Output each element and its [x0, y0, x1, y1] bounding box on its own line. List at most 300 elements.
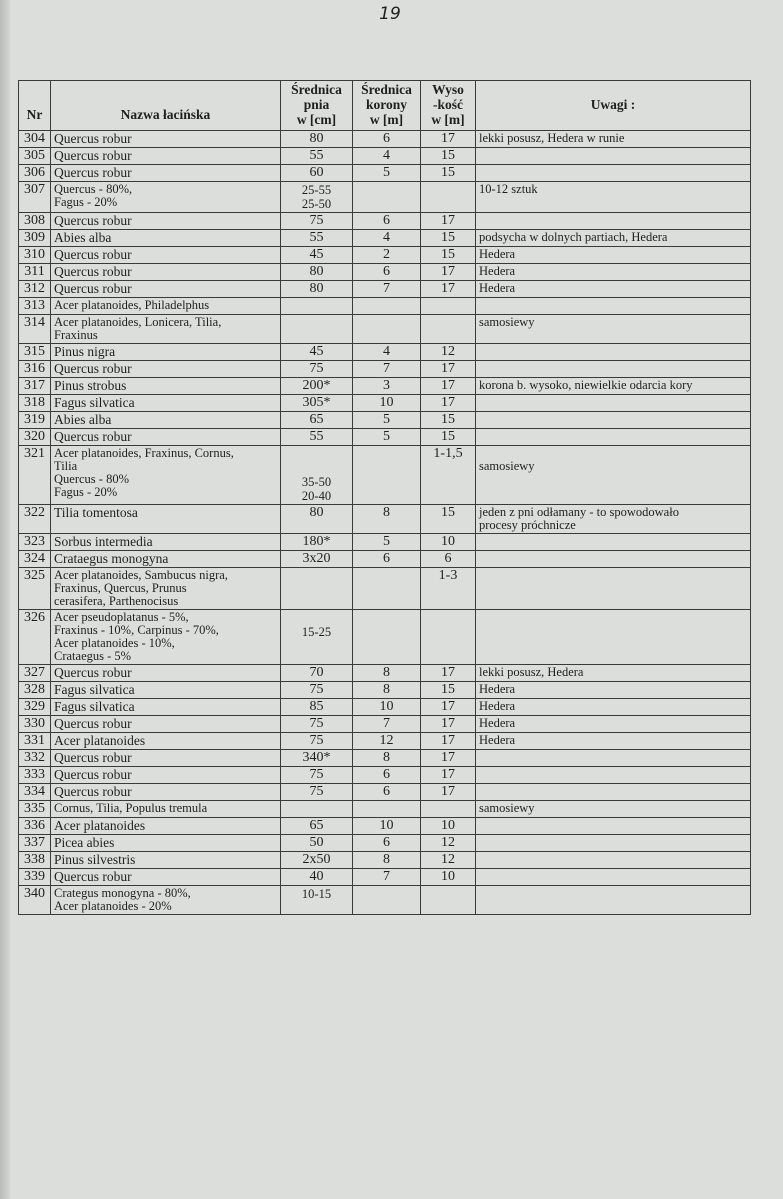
- remarks-cell: [476, 412, 751, 429]
- table-row: [19, 361, 751, 378]
- trunk-diameter-cell: [281, 886, 353, 915]
- trunk-diameter-cell: [281, 446, 353, 505]
- table-row: [19, 767, 751, 784]
- row-number: 306: [19, 165, 51, 182]
- row-number: 336: [19, 818, 51, 835]
- remarks-line: [479, 396, 747, 409]
- row-number: 327: [19, 665, 51, 682]
- trunk-diameter-cell: [281, 750, 353, 767]
- row-number: 309: [19, 230, 51, 247]
- trunk-diameter-cell: [281, 852, 353, 869]
- height-cell: 15: [421, 429, 476, 446]
- header-height-line-2: -kość: [433, 97, 463, 112]
- latin-name-line: Quercus robur: [54, 784, 132, 799]
- height-cell: 17: [421, 131, 476, 148]
- latin-name-cell: [51, 165, 281, 182]
- remarks-cell: [476, 818, 751, 835]
- height-cell: 15: [421, 682, 476, 699]
- height-cell: 1-3: [421, 568, 476, 610]
- header-nr: Nr: [19, 81, 51, 131]
- remarks-cell: [476, 852, 751, 869]
- trunk-diameter-line: 60: [309, 165, 324, 180]
- remarks-line: [479, 569, 747, 582]
- trunk-diameter-line: 55: [309, 429, 324, 444]
- crown-diameter-cell: [353, 801, 421, 818]
- height-cell: 17: [421, 665, 476, 682]
- trunk-diameter-line: 45: [309, 344, 324, 359]
- latin-name-cell: [51, 446, 281, 505]
- table-row: [19, 818, 751, 835]
- latin-name-cell: [51, 784, 281, 801]
- table-row: [19, 568, 751, 610]
- row-number: 304: [19, 131, 51, 148]
- latin-name-line: Quercus - 80%: [54, 472, 129, 486]
- crown-diameter-cell: 6: [353, 784, 421, 801]
- crown-diameter-cell: 2: [353, 247, 421, 264]
- latin-name-cell: [51, 886, 281, 915]
- crown-diameter-cell: 7: [353, 281, 421, 298]
- crown-diameter-cell: 4: [353, 344, 421, 361]
- remarks-line: [479, 430, 747, 443]
- latin-name-cell: [51, 835, 281, 852]
- latin-name-line: Abies alba: [54, 412, 112, 427]
- table-row: [19, 131, 751, 148]
- latin-name-cell: [51, 429, 281, 446]
- header-crown-diameter: [353, 81, 421, 131]
- remarks-cell: [476, 213, 751, 230]
- latin-name-line: cerasifera, Parthenocisus: [54, 594, 179, 608]
- row-number: 333: [19, 767, 51, 784]
- remarks-cell: [476, 610, 751, 665]
- height-cell: [421, 610, 476, 665]
- table-row: [19, 784, 751, 801]
- trunk-diameter-line: 340*: [302, 750, 331, 765]
- crown-diameter-cell: 10: [353, 395, 421, 412]
- trunk-diameter-cell: [281, 264, 353, 281]
- remarks-cell: [476, 534, 751, 551]
- row-number: 307: [19, 182, 51, 213]
- header-latin-name: Nazwa łacińska: [51, 81, 281, 131]
- latin-name-cell: [51, 869, 281, 886]
- height-cell: 17: [421, 378, 476, 395]
- row-number: 329: [19, 699, 51, 716]
- trunk-diameter-line: 85: [309, 699, 324, 714]
- trunk-diameter-cell: [281, 230, 353, 247]
- crown-diameter-cell: 6: [353, 213, 421, 230]
- remarks-line: [479, 768, 747, 781]
- remarks-cell: [476, 716, 751, 733]
- trunk-diameter-line: 180*: [302, 534, 331, 549]
- height-cell: 17: [421, 750, 476, 767]
- latin-name-cell: [51, 610, 281, 665]
- latin-name-line: Quercus robur: [54, 148, 132, 163]
- header-trunk-line-1: Średnica: [291, 82, 342, 97]
- latin-name-line: Acer platanoides, Philadelphus: [54, 298, 210, 312]
- latin-name-cell: [51, 298, 281, 315]
- trunk-diameter-line: 80: [309, 264, 324, 279]
- table-body: [19, 131, 751, 915]
- trunk-diameter-line: 75: [309, 213, 324, 228]
- latin-name-line: Tilia: [54, 459, 78, 473]
- remarks-line: [479, 819, 747, 832]
- remarks-cell: [476, 247, 751, 264]
- trunk-diameter-line: 75: [309, 784, 324, 799]
- trunk-diameter-cell: [281, 344, 353, 361]
- remarks-cell: [476, 230, 751, 247]
- trunk-diameter-line: 80: [309, 505, 324, 520]
- remarks-cell: [476, 733, 751, 750]
- height-cell: 12: [421, 835, 476, 852]
- trunk-diameter-cell: [281, 682, 353, 699]
- trunk-diameter-line: 75: [309, 716, 324, 731]
- table-row: [19, 750, 751, 767]
- row-number: 318: [19, 395, 51, 412]
- remarks-cell: [476, 568, 751, 610]
- row-number: 320: [19, 429, 51, 446]
- table-row: [19, 716, 751, 733]
- latin-name-line: Quercus robur: [54, 247, 132, 262]
- trunk-diameter-line: 80: [309, 131, 324, 146]
- latin-name-cell: [51, 213, 281, 230]
- remarks-cell: [476, 665, 751, 682]
- latin-name-cell: [51, 750, 281, 767]
- latin-name-line: Pinus silvestris: [54, 852, 136, 867]
- latin-name-cell: [51, 716, 281, 733]
- remarks-line: Hedera: [479, 264, 516, 278]
- height-cell: [421, 801, 476, 818]
- latin-name-line: Abies alba: [54, 230, 112, 245]
- latin-name-line: Fraxinus - 10%, Carpinus - 70%,: [54, 623, 219, 637]
- remarks-line: [479, 870, 747, 883]
- height-cell: 12: [421, 852, 476, 869]
- latin-name-cell: [51, 182, 281, 213]
- height-cell: 17: [421, 716, 476, 733]
- crown-diameter-cell: [353, 182, 421, 213]
- latin-name-line: Fagus silvatica: [54, 699, 135, 714]
- trunk-diameter-cell: [281, 716, 353, 733]
- trunk-diameter-cell: [281, 148, 353, 165]
- row-number: 332: [19, 750, 51, 767]
- trunk-diameter-line: 55: [309, 148, 324, 163]
- trunk-diameter-line: 65: [309, 412, 324, 427]
- table-row: [19, 315, 751, 344]
- header-trunk-line-2: pnia: [303, 97, 330, 112]
- row-number: 312: [19, 281, 51, 298]
- trunk-diameter-line: 35-50: [301, 475, 332, 489]
- remarks-cell: [476, 784, 751, 801]
- latin-name-cell: [51, 665, 281, 682]
- latin-name-cell: [51, 534, 281, 551]
- latin-name-cell: [51, 378, 281, 395]
- header-crown-line-1: Średnica: [361, 82, 412, 97]
- table-row: [19, 835, 751, 852]
- latin-name-cell: [51, 733, 281, 750]
- crown-diameter-cell: [353, 315, 421, 344]
- crown-diameter-cell: 10: [353, 818, 421, 835]
- table-row: [19, 446, 751, 505]
- remarks-line: Hedera: [479, 247, 516, 261]
- remarks-line: [479, 611, 747, 624]
- crown-diameter-cell: 7: [353, 716, 421, 733]
- remarks-line: samosiewy: [479, 459, 535, 473]
- trunk-diameter-line: 200*: [302, 378, 331, 393]
- height-cell: 17: [421, 733, 476, 750]
- latin-name-line: Acer platanoides, Lonicera, Tilia,: [54, 315, 222, 329]
- crown-diameter-cell: 6: [353, 264, 421, 281]
- crown-diameter-cell: 12: [353, 733, 421, 750]
- table-row: [19, 344, 751, 361]
- trunk-diameter-cell: [281, 801, 353, 818]
- latin-name-line: Fagus - 20%: [54, 485, 118, 499]
- height-cell: 15: [421, 165, 476, 182]
- latin-name-line: Fagus silvatica: [54, 395, 135, 410]
- trunk-diameter-line: 70: [309, 665, 324, 680]
- table-row: [19, 505, 751, 534]
- height-cell: 17: [421, 361, 476, 378]
- latin-name-line: Crategus monogyna - 80%,: [54, 886, 191, 900]
- remarks-cell: [476, 869, 751, 886]
- table-row: [19, 395, 751, 412]
- trunk-diameter-cell: [281, 165, 353, 182]
- remarks-line: samosiewy: [479, 315, 535, 329]
- trunk-diameter-cell: [281, 182, 353, 213]
- row-number: 323: [19, 534, 51, 551]
- latin-name-line: Acer platanoides: [54, 733, 146, 748]
- row-number: 324: [19, 551, 51, 568]
- remarks-cell: [476, 886, 751, 915]
- header-height: [421, 81, 476, 131]
- trunk-diameter-cell: [281, 534, 353, 551]
- table-row: [19, 412, 751, 429]
- row-number: 337: [19, 835, 51, 852]
- remarks-cell: [476, 165, 751, 182]
- latin-name-cell: [51, 682, 281, 699]
- crown-diameter-cell: [353, 446, 421, 505]
- crown-diameter-cell: 8: [353, 852, 421, 869]
- remarks-line: [479, 345, 747, 358]
- trunk-diameter-line: 65: [309, 818, 324, 833]
- latin-name-line: Quercus robur: [54, 750, 132, 765]
- latin-name-line: Quercus robur: [54, 665, 132, 680]
- crown-diameter-cell: 4: [353, 230, 421, 247]
- remarks-line: samosiewy: [479, 801, 535, 815]
- table-row: [19, 699, 751, 716]
- height-cell: 17: [421, 784, 476, 801]
- crown-diameter-cell: 4: [353, 148, 421, 165]
- trunk-diameter-cell: [281, 298, 353, 315]
- latin-name-line: Quercus robur: [54, 429, 132, 444]
- row-number: 322: [19, 505, 51, 534]
- trunk-diameter-cell: [281, 213, 353, 230]
- row-number: 316: [19, 361, 51, 378]
- height-cell: 17: [421, 264, 476, 281]
- latin-name-line: Quercus robur: [54, 165, 132, 180]
- latin-name-line: Quercus robur: [54, 264, 132, 279]
- row-number: 334: [19, 784, 51, 801]
- header-trunk-line-3: w [cm]: [296, 112, 337, 127]
- latin-name-cell: [51, 281, 281, 298]
- height-cell: 10: [421, 534, 476, 551]
- trunk-diameter-line: 75: [309, 361, 324, 376]
- height-cell: 12: [421, 344, 476, 361]
- trunk-diameter-line: 45: [309, 247, 324, 262]
- row-number: 310: [19, 247, 51, 264]
- remarks-line: Hedera: [479, 733, 516, 747]
- page-edge-shadow: [0, 0, 10, 1199]
- height-cell: [421, 182, 476, 213]
- remarks-cell: [476, 835, 751, 852]
- trunk-diameter-line: [284, 299, 349, 313]
- remarks-line: jeden z pni odłamany - to spowodowało: [479, 505, 679, 519]
- crown-diameter-cell: [353, 610, 421, 665]
- header-row: [19, 81, 751, 131]
- row-number: 325: [19, 568, 51, 610]
- header-crown-line-3: w [m]: [369, 112, 404, 127]
- table-row: [19, 886, 751, 915]
- crown-diameter-cell: 6: [353, 835, 421, 852]
- crown-diameter-cell: 8: [353, 682, 421, 699]
- latin-name-line: Pinus strobus: [54, 378, 127, 393]
- table-row: [19, 869, 751, 886]
- row-number: 331: [19, 733, 51, 750]
- page-number: 19: [379, 4, 401, 24]
- height-cell: 17: [421, 395, 476, 412]
- trunk-diameter-line: 55: [309, 230, 324, 245]
- header-height-line-1: Wyso: [432, 82, 464, 97]
- crown-diameter-cell: 5: [353, 412, 421, 429]
- remarks-cell: [476, 361, 751, 378]
- table-row: [19, 148, 751, 165]
- latin-name-cell: [51, 767, 281, 784]
- table-row: [19, 733, 751, 750]
- row-number: 314: [19, 315, 51, 344]
- height-cell: 15: [421, 148, 476, 165]
- table-row: [19, 551, 751, 568]
- trunk-diameter-line: 40: [309, 869, 324, 884]
- crown-diameter-cell: 5: [353, 534, 421, 551]
- remarks-line: [479, 785, 747, 798]
- height-cell: 15: [421, 505, 476, 534]
- row-number: 308: [19, 213, 51, 230]
- latin-name-cell: [51, 247, 281, 264]
- height-cell: 10: [421, 818, 476, 835]
- crown-diameter-cell: 8: [353, 505, 421, 534]
- remarks-cell: [476, 446, 751, 505]
- latin-name-line: Crataegus - 5%: [54, 649, 132, 663]
- trunk-diameter-cell: [281, 869, 353, 886]
- trunk-diameter-cell: [281, 281, 353, 298]
- crown-diameter-cell: 3: [353, 378, 421, 395]
- remarks-cell: [476, 131, 751, 148]
- row-number: 340: [19, 886, 51, 915]
- remarks-line: 10-12 sztuk: [479, 182, 538, 196]
- trunk-diameter-line: [284, 447, 349, 461]
- trunk-diameter-line: 20-40: [301, 489, 332, 503]
- latin-name-line: Fraxinus, Quercus, Prunus: [54, 581, 187, 595]
- remarks-line: [479, 836, 747, 849]
- table-row: [19, 429, 751, 446]
- trunk-diameter-cell: [281, 733, 353, 750]
- remarks-cell: [476, 281, 751, 298]
- trunk-diameter-cell: [281, 315, 353, 344]
- crown-diameter-cell: 5: [353, 429, 421, 446]
- crown-diameter-cell: [353, 568, 421, 610]
- header-trunk-diameter: [281, 81, 353, 131]
- table-row: [19, 281, 751, 298]
- remarks-cell: [476, 182, 751, 213]
- height-cell: 15: [421, 412, 476, 429]
- remarks-line: korona b. wysoko, niewielkie odarcia kory: [479, 378, 693, 392]
- remarks-cell: [476, 505, 751, 534]
- remarks-cell: [476, 378, 751, 395]
- latin-name-line: Fraxinus: [54, 328, 98, 342]
- table-row: [19, 801, 751, 818]
- latin-name-cell: [51, 395, 281, 412]
- trunk-diameter-line: 75: [309, 733, 324, 748]
- remarks-line: [479, 166, 747, 179]
- remarks-line: Hedera: [479, 281, 516, 295]
- trunk-diameter-line: 25-55: [301, 183, 332, 197]
- table-row: [19, 378, 751, 395]
- trunk-diameter-cell: [281, 835, 353, 852]
- remarks-line: lekki posusz, Hedera w runie: [479, 131, 625, 145]
- latin-name-cell: [51, 344, 281, 361]
- row-number: 328: [19, 682, 51, 699]
- height-cell: 17: [421, 767, 476, 784]
- remarks-line: [479, 214, 747, 227]
- row-number: 339: [19, 869, 51, 886]
- latin-name-cell: [51, 131, 281, 148]
- remarks-cell: [476, 298, 751, 315]
- latin-name-line: Tilia tomentosa: [54, 505, 138, 520]
- header-remarks: Uwagi :: [476, 81, 751, 131]
- height-cell: [421, 886, 476, 915]
- row-number: 338: [19, 852, 51, 869]
- latin-name-cell: [51, 801, 281, 818]
- latin-name-line: Quercus robur: [54, 361, 132, 376]
- remarks-line: lekki posusz, Hedera: [479, 665, 584, 679]
- trunk-diameter-cell: [281, 818, 353, 835]
- trunk-diameter-line: [284, 802, 349, 816]
- trunk-diameter-line: 25-50: [301, 197, 332, 211]
- trunk-diameter-cell: [281, 412, 353, 429]
- remarks-cell: [476, 699, 751, 716]
- table-row: [19, 182, 751, 213]
- remarks-cell: [476, 801, 751, 818]
- crown-diameter-cell: 8: [353, 665, 421, 682]
- header-crown-line-2: korony: [365, 97, 407, 112]
- table-row: [19, 665, 751, 682]
- trunk-diameter-line: [284, 461, 349, 475]
- latin-name-line: Acer platanoides, Fraxinus, Cornus,: [54, 446, 234, 460]
- table-row: [19, 264, 751, 281]
- latin-name-line: Quercus - 80%,: [54, 182, 133, 196]
- crown-diameter-cell: 10: [353, 699, 421, 716]
- trunk-diameter-line: [284, 569, 349, 583]
- height-cell: 17: [421, 213, 476, 230]
- latin-name-line: Acer platanoides: [54, 818, 146, 833]
- trunk-diameter-cell: [281, 784, 353, 801]
- height-cell: 15: [421, 230, 476, 247]
- latin-name-line: Acer platanoides, Sambucus nigra,: [54, 568, 228, 582]
- trunk-diameter-line: 3x20: [302, 551, 331, 566]
- height-cell: 17: [421, 699, 476, 716]
- table-row: [19, 247, 751, 264]
- crown-diameter-cell: 7: [353, 361, 421, 378]
- height-cell: 1-1,5: [421, 446, 476, 505]
- remarks-cell: [476, 767, 751, 784]
- latin-name-line: Quercus robur: [54, 281, 132, 296]
